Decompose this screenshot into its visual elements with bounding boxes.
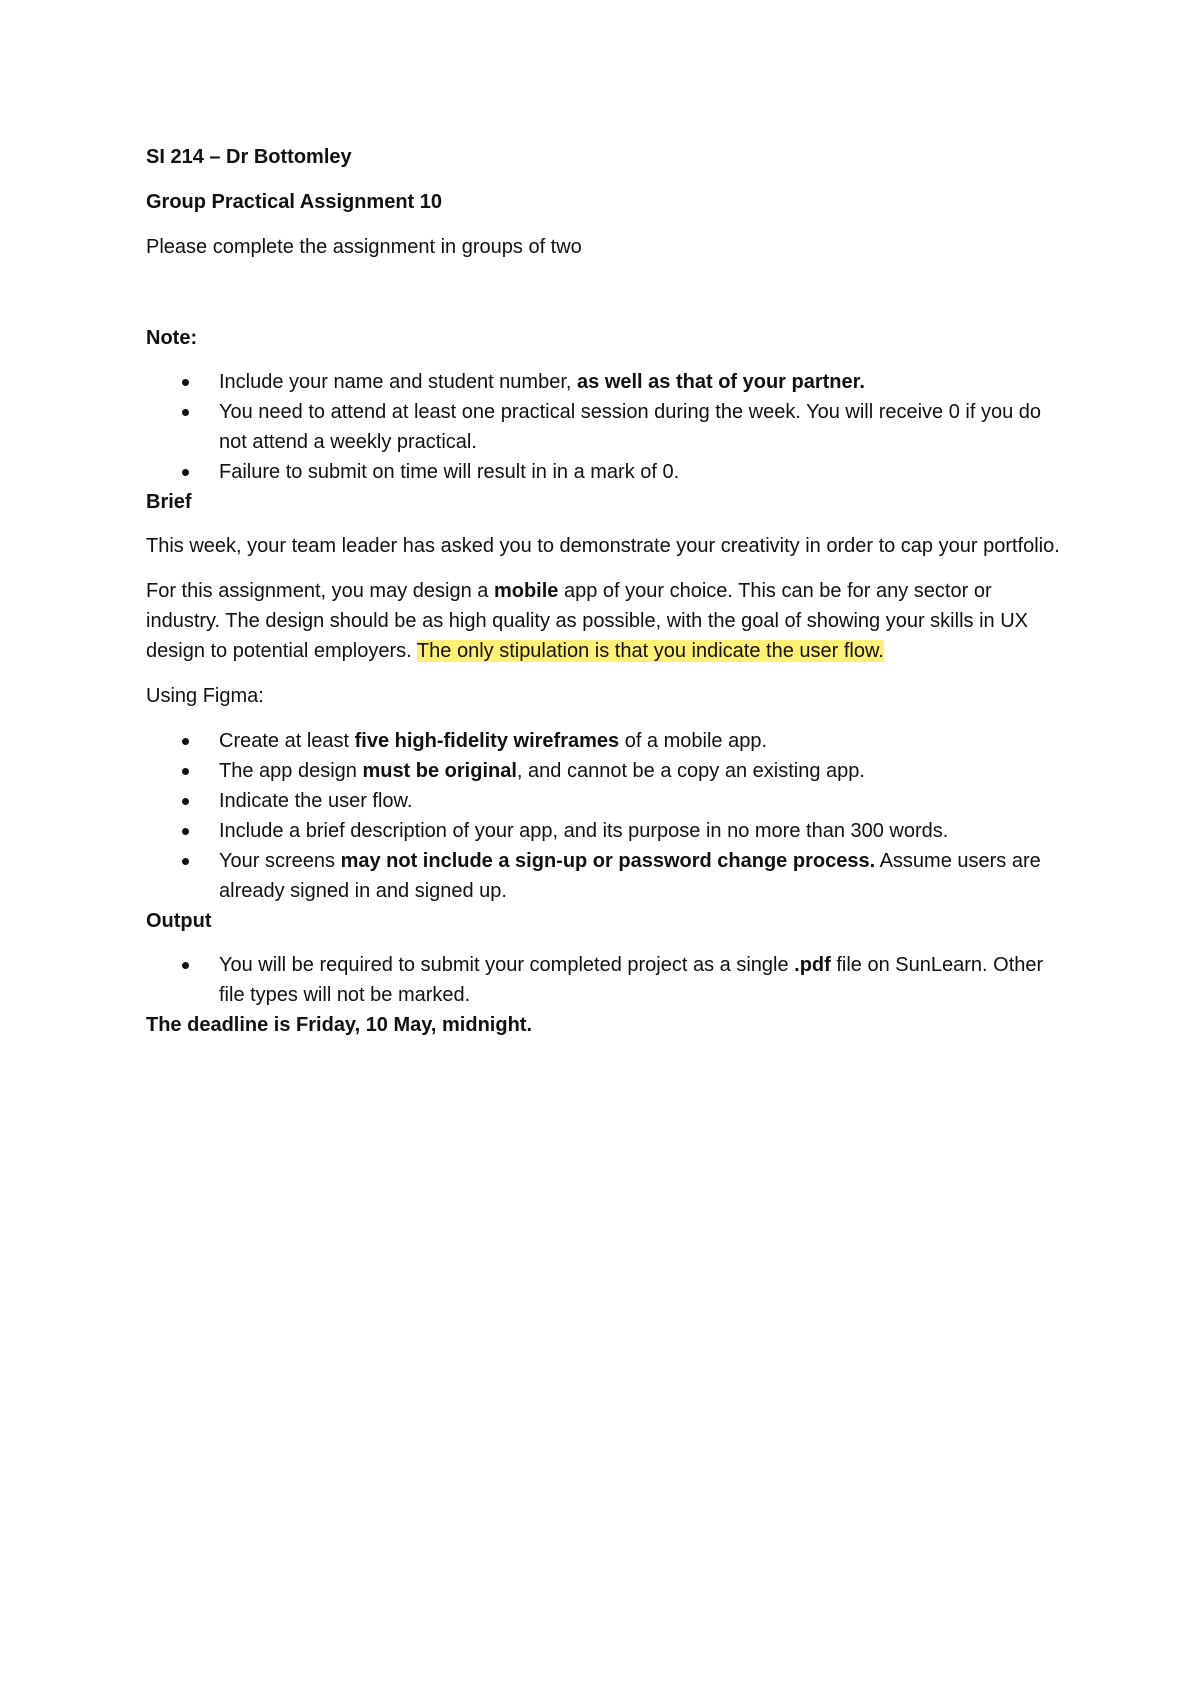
requirement-text: Include a brief description of your app, and its purpose in no more than 300 words. [219, 820, 949, 842]
requirement-item [146, 756, 1066, 786]
deadline-statement: The deadline is Friday, 10 May, midnight. [146, 1014, 533, 1036]
brief-paragraph-2-cont: app of your choice. This can be for any sector or industry. The design should be as high quality as possible, with the goal of showing your skills in UX design to potential employers. [146, 580, 1028, 662]
output-item [146, 950, 1066, 1010]
output-pdf-emphasis: .pdf [794, 954, 831, 976]
note-item [146, 367, 1066, 397]
note-item [146, 457, 1066, 487]
requirement-text: Your screens [219, 850, 341, 872]
note-item-text: Failure to submit on time will result in in a mark of 0. [219, 461, 680, 483]
group-instruction: Please complete the assignment in groups of two [146, 236, 582, 258]
requirement-text: The app design [219, 760, 363, 782]
brief-mobile-emphasis: mobile [493, 580, 559, 602]
requirement-text: Create at least [219, 730, 355, 752]
requirement-bold: five high-fidelity wireframes [354, 730, 620, 752]
output-heading: Output [146, 910, 212, 932]
bullet-icon [182, 828, 189, 835]
output-text: You will be required to submit your completed project as a single [219, 954, 795, 976]
course-title: SI 214 – Dr Bottomley [146, 146, 352, 168]
note-item-text: Include your name and student number, [219, 371, 578, 393]
bullet-icon [182, 379, 189, 386]
output-list [146, 950, 1066, 1010]
requirement-item [146, 786, 1066, 816]
using-figma-label: Using Figma: [146, 685, 264, 707]
requirement-text-cont: Assume users are already signed in and signed up. [219, 850, 1041, 902]
note-item [146, 397, 1066, 457]
brief-paragraph-2-text: For this assignment, you may design a [146, 580, 494, 602]
note-heading: Note: [146, 327, 198, 349]
bullet-icon [182, 768, 189, 775]
bullet-icon [182, 858, 189, 865]
requirement-text-cont: , and cannot be a copy an existing app. [516, 760, 865, 782]
brief-heading: Brief [146, 491, 192, 513]
brief-paragraph-1: This week, your team leader has asked you to demonstrate your creativity in order to cap your portfolio. [146, 535, 1060, 557]
requirement-text: Indicate the user flow. [219, 790, 413, 812]
requirement-bold: must be original [362, 760, 517, 782]
brief-highlighted-stipulation: The only stipulation is that you indicate the user flow. [416, 640, 884, 662]
note-item-bold: as well as that of your partner. [577, 371, 865, 393]
figma-requirements-list [146, 726, 1066, 906]
bullet-icon [182, 738, 189, 745]
assignment-title: Group Practical Assignment 10 [146, 191, 443, 213]
requirement-item [146, 846, 1066, 906]
requirement-bold: may not include a sign-up or password change process. [340, 850, 876, 872]
bullet-icon [182, 409, 189, 416]
note-item-text: You need to attend at least one practical session during the week. You will receive 0 if you do not attend a weekly practical. [219, 401, 1042, 453]
requirement-text-cont: of a mobile app. [619, 730, 768, 752]
bullet-icon [182, 962, 189, 969]
requirement-item [146, 816, 1066, 846]
note-list [146, 367, 1066, 487]
requirement-item [146, 726, 1066, 756]
bullet-icon [182, 469, 189, 476]
output-text-cont: file on SunLearn. Other file types will not be marked. [219, 954, 1044, 1006]
assignment-document [146, 142, 1066, 1040]
brief-paragraph-2 [146, 576, 1066, 666]
bullet-icon [182, 798, 189, 805]
